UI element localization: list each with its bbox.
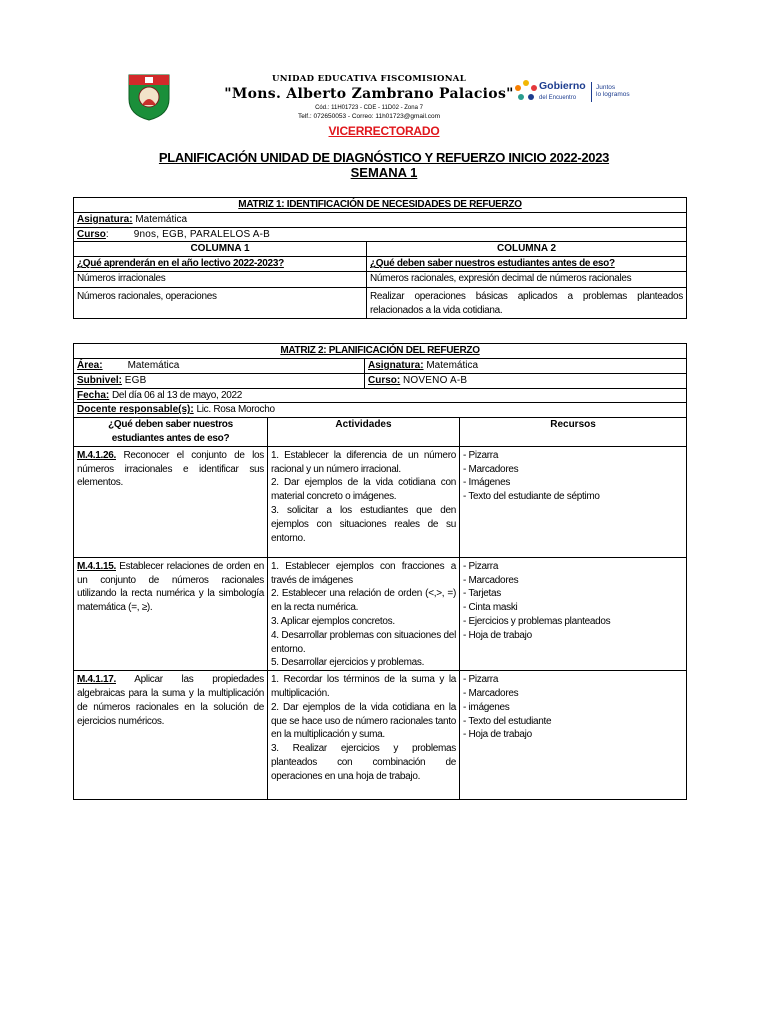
activity-item: 2. Establecer una relación de orden (<,>, =) en la recta numérica.	[271, 588, 456, 614]
sublevel-value: EGB	[124, 374, 147, 386]
resource-item: - Texto del estudiante de séptimo	[463, 491, 600, 503]
table-row	[74, 446, 687, 557]
resource-item: - Texto del estudiante	[463, 715, 552, 727]
resources-cell	[460, 446, 687, 557]
date-row	[74, 388, 687, 403]
course-label: Curso:	[368, 374, 401, 386]
resource-item: - Pizarra	[463, 560, 499, 572]
school-banner	[223, 68, 515, 120]
skill-description: Establecer relaciones de orden en un conjunto de números racionales utilizando la recta numérica y la simbología matemática (=, ≥).	[77, 560, 264, 614]
logo-divider	[591, 82, 592, 102]
resource-item: - Hoja de trabajo	[463, 729, 532, 741]
date-label: Fecha:	[77, 389, 110, 401]
resources-header: Recursos	[460, 418, 687, 447]
resource-item: - Marcadores	[463, 687, 519, 699]
skill-description: Reconocer el conjunto de los números irracionales e identificar sus elementos.	[77, 449, 264, 489]
activity-item: 3. solicitar a los estudiantes que den ejemplos con situaciones reales de su entorno.	[271, 504, 456, 544]
department-heading: VICERRECTORADO	[328, 124, 440, 138]
table-cell: Números irracionales	[74, 271, 367, 287]
activity-item: 3. Aplicar ejemplos concretos.	[271, 615, 395, 627]
resource-item: - Tarjetas	[463, 588, 501, 600]
document-title: PLANIFICACIÓN UNIDAD DE DIAGNÓSTICO Y REFUERZO INICIO 2022-2023	[158, 150, 610, 165]
resource-item: - Imágenes	[463, 477, 511, 489]
skill-cell	[74, 446, 268, 557]
table-cell: Números racionales, operaciones	[74, 287, 367, 318]
subject-label: Asignatura:	[368, 359, 424, 371]
school-name: "Mons. Alberto Zambrano Palacios"	[224, 86, 514, 102]
resource-item: - Pizarra	[463, 674, 499, 686]
course-value: 9nos, EGB, PARALELOS A-B	[133, 228, 271, 240]
government-logo	[513, 78, 643, 110]
skill-code: M.4.1.15.	[77, 560, 116, 572]
sublevel-row	[74, 373, 365, 388]
area-label: Área:	[77, 359, 103, 371]
activity-item: 1. Establecer la diferencia de un número racional y un número irracional.	[271, 449, 456, 475]
week-heading: SEMANA 1	[350, 165, 418, 180]
date-value: Del día 06 al 13 de mayo, 2022	[112, 389, 243, 401]
school-contact: Telf.: 072650053 - Correo: 11h01723@gmail.com	[298, 113, 440, 120]
course-separator: :	[105, 228, 109, 240]
activities-cell	[268, 557, 460, 670]
skill-description: Aplicar las propiedades algebraicas para la suma y la multiplicación de números racionales en la solución de ejercicios numéricos.	[77, 674, 264, 727]
activity-item: 1. Recordar los términos de la suma y la multiplicación.	[271, 674, 456, 699]
teacher-value: Lic. Rosa Morocho	[196, 404, 275, 416]
resource-item: - Marcadores	[463, 463, 519, 475]
column-2-header: COLUMNA 2	[367, 242, 687, 257]
sublevel-label: Subnivel:	[77, 374, 123, 386]
activity-item: 4. Desarrollar problemas con situaciones del entorno.	[271, 629, 456, 655]
government-slogan-1: Juntos	[596, 84, 616, 91]
course-value: NOVENO A-B	[403, 374, 468, 386]
teacher-row	[74, 403, 687, 418]
skill-code: M.4.1.26.	[77, 449, 116, 461]
subject-value: Matemática	[426, 359, 479, 371]
activity-item: 5. Desarrollar ejercicios y problemas.	[271, 657, 425, 669]
table-cell: Números racionales, expresión decimal de números racionales	[367, 271, 687, 287]
matrix-2-table	[73, 343, 687, 800]
government-slogan-2: lo logramos	[596, 91, 630, 98]
resource-item: - Ejercicios y problemas planteados	[463, 615, 611, 627]
activities-cell	[268, 446, 460, 557]
table-row	[74, 671, 687, 800]
matrix-1-course-row	[74, 227, 687, 242]
column-1-question: ¿Qué aprenderán en el año lectivo 2022-2023?	[74, 257, 367, 272]
government-name: Gobierno	[539, 80, 586, 92]
matrix-1-subject-row	[74, 212, 687, 227]
resource-item: - Cinta maski	[463, 602, 518, 614]
skill-cell	[74, 671, 268, 800]
column-2-question: ¿Qué deben saber nuestros estudiantes antes de eso?	[367, 257, 687, 272]
area-value: Matemática	[127, 359, 180, 371]
resource-item: - Hoja de trabajo	[463, 629, 532, 641]
skill-cell	[74, 557, 268, 670]
course-row	[365, 373, 687, 388]
activity-item: 2. Dar ejemplos de la vida cotidiana con material concreto o imágenes.	[271, 477, 456, 503]
matrix-1-table	[73, 197, 687, 319]
resources-cell	[460, 557, 687, 670]
activities-cell	[268, 671, 460, 800]
subject-row	[365, 358, 687, 373]
resources-cell	[460, 671, 687, 800]
skill-code: M.4.1.17.	[77, 674, 116, 686]
activities-header: Actividades	[268, 418, 460, 447]
government-star-icon	[513, 78, 539, 104]
resource-item: - imágenes	[463, 701, 510, 713]
table-cell: Realizar operaciones básicas aplicados a problemas planteados relacionados a la vida cotidiana.	[367, 287, 687, 318]
column-1-header: COLUMNA 1	[74, 242, 367, 257]
resource-item: - Marcadores	[463, 574, 519, 586]
area-row	[74, 358, 365, 373]
activity-item: 3. Realizar ejercicios y problemas planteados con combinación de operaciones en una hoja de trabajo.	[271, 743, 456, 782]
school-crest-icon	[125, 71, 173, 121]
matrix-1-title: MATRIZ 1: IDENTIFICACIÓN DE NECESIDADES DE REFUERZO	[74, 198, 687, 213]
prior-knowledge-header: ¿Qué deben saber nuestros estudiantes antes de eso?	[74, 418, 268, 447]
activity-item: 1. Establecer ejemplos con fracciones a través de imágenes	[271, 560, 456, 586]
school-type: UNIDAD EDUCATIVA FISCOMISIONAL	[272, 74, 466, 84]
subject-value: Matemática	[135, 213, 188, 225]
matrix-2-title: MATRIZ 2: PLANIFICACIÓN DEL REFUERZO	[74, 344, 687, 359]
government-subname: del Encuentro	[539, 95, 577, 101]
subject-label: Asignatura:	[77, 213, 133, 225]
resource-item: - Pizarra	[463, 449, 499, 461]
table-row	[74, 557, 687, 670]
teacher-label: Docente responsable(s):	[77, 404, 194, 416]
course-label: Curso	[77, 228, 106, 240]
letterhead	[125, 68, 630, 120]
school-codes: Cód.: 11H01723 - CDE - 11D02 - Zona 7	[315, 105, 423, 111]
activity-item: 2. Dar ejemplos de la vida cotidiana en la que se hace uso de número racionales tanto en la multiplicación y suma.	[271, 701, 456, 741]
